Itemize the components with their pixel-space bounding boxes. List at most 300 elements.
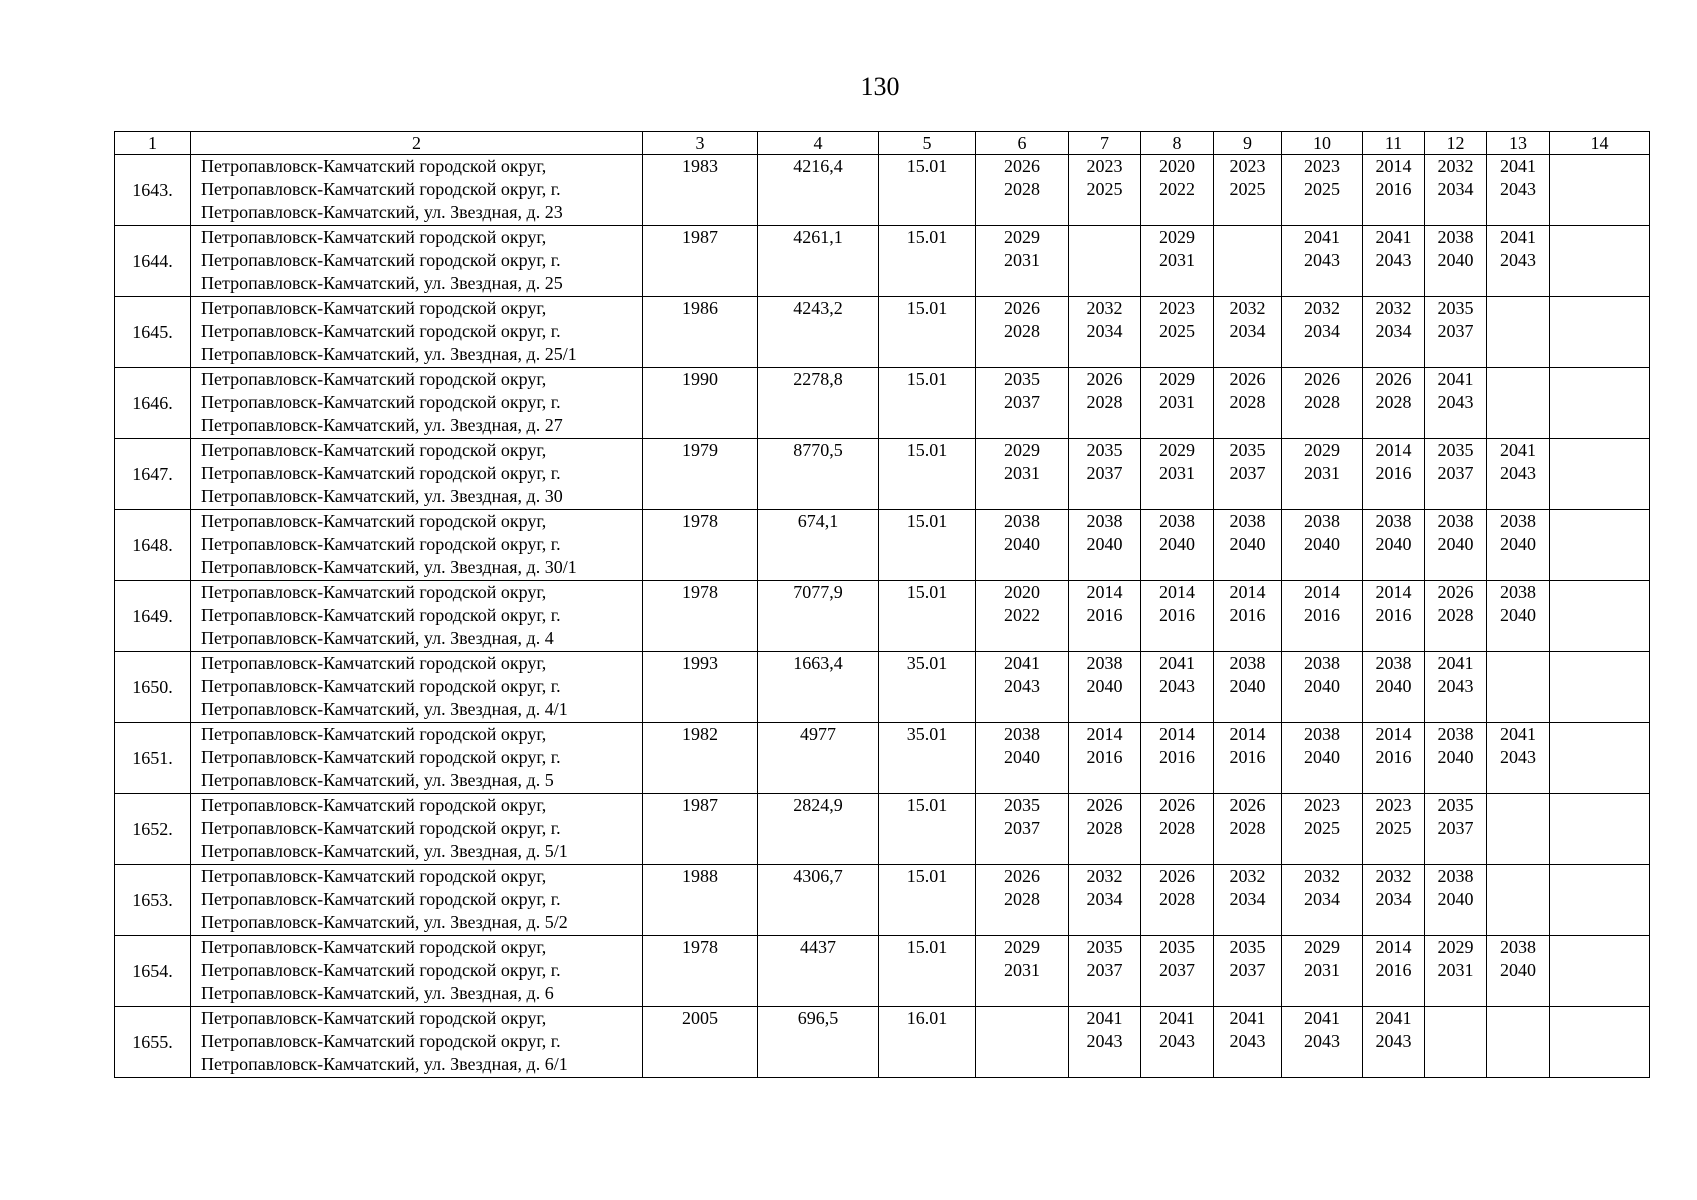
column-header: 4 (758, 132, 879, 155)
period-end: 2016 (1086, 747, 1123, 767)
period-cell-c7 (1069, 652, 1141, 723)
period-start: 2026 (1375, 369, 1412, 389)
area-cell: 2278,8 (758, 368, 879, 439)
period-cell-c7 (1069, 155, 1141, 226)
address-line: Петропавловск-Камчатский, ул. Звездная, д. 5/1 (201, 841, 568, 861)
area-cell: 1663,4 (758, 652, 879, 723)
area-cell: 2824,9 (758, 794, 879, 865)
area-cell: 4437 (758, 936, 879, 1007)
period-cell-c11 (1363, 1007, 1425, 1078)
period-start: 2014 (1375, 582, 1412, 602)
address-line: Петропавловск-Камчатский, ул. Звездная, д. 30 (201, 486, 563, 506)
register-table (114, 131, 1650, 1078)
period-cell-c11 (1363, 581, 1425, 652)
period-cell-c10 (1282, 368, 1363, 439)
period-start: 2038 (1304, 511, 1340, 531)
address-line: Петропавловск-Камчатский, ул. Звездная, д. 25/1 (201, 344, 577, 364)
period-cell-c9 (1214, 297, 1282, 368)
period-end: 2016 (1375, 179, 1412, 199)
period-cell-c12 (1425, 794, 1487, 865)
period-end: 2016 (1086, 605, 1123, 625)
period-start: 2029 (1004, 937, 1040, 957)
period-cell-c7 (1069, 226, 1141, 297)
period-cell-c11 (1363, 368, 1425, 439)
address-cell (191, 155, 643, 226)
code-cell: 15.01 (879, 226, 976, 297)
period-start: 2041 (1159, 653, 1195, 673)
code-cell: 15.01 (879, 368, 976, 439)
period-cell-c7 (1069, 439, 1141, 510)
period-end: 2040 (1304, 534, 1340, 554)
table-row (115, 155, 1650, 226)
address-line: Петропавловск-Камчатский городской округ, г. (201, 747, 561, 767)
period-start: 2014 (1229, 724, 1266, 744)
address-line: Петропавловск-Камчатский, ул. Звездная, д. 5/2 (201, 912, 568, 932)
period-cell-c13 (1487, 723, 1550, 794)
period-start: 2038 (1004, 511, 1040, 531)
period-end: 2043 (1500, 250, 1536, 270)
period-cell-c11 (1363, 936, 1425, 1007)
period-cell-c14 (1550, 368, 1650, 439)
period-cell-c9 (1214, 865, 1282, 936)
area-cell: 4977 (758, 723, 879, 794)
address-line: Петропавловск-Камчатский городской округ, г. (201, 321, 561, 341)
period-end: 2031 (1004, 250, 1040, 270)
period-start: 2026 (1229, 369, 1266, 389)
column-header: 7 (1069, 132, 1141, 155)
period-cell-c8 (1141, 439, 1214, 510)
period-start: 2026 (1159, 866, 1195, 886)
period-cell-c9 (1214, 1007, 1282, 1078)
period-cell-c6 (976, 226, 1069, 297)
address-line: Петропавловск-Камчатский городской округ, (201, 440, 547, 460)
column-header: 3 (643, 132, 758, 155)
period-cell-c13 (1487, 297, 1550, 368)
period-cell-c13 (1487, 1007, 1550, 1078)
address-line: Петропавловск-Камчатский городской округ, (201, 227, 547, 247)
period-start: 2041 (1159, 1008, 1195, 1028)
code-cell: 15.01 (879, 510, 976, 581)
period-end: 2028 (1159, 818, 1195, 838)
year-built-cell: 1988 (643, 865, 758, 936)
period-cell-c7 (1069, 368, 1141, 439)
code-cell: 35.01 (879, 652, 976, 723)
period-cell-c12 (1425, 723, 1487, 794)
period-start: 2023 (1304, 156, 1340, 176)
period-end: 2016 (1375, 463, 1412, 483)
period-start: 2026 (1004, 866, 1040, 886)
row-number-cell: 1647. (115, 439, 191, 510)
period-start: 2014 (1159, 724, 1195, 744)
column-header: 12 (1425, 132, 1487, 155)
period-start: 2023 (1304, 795, 1340, 815)
period-start: 2035 (1229, 937, 1266, 957)
period-end: 2028 (1159, 889, 1195, 909)
address-line: Петропавловск-Камчатский городской округ, (201, 937, 547, 957)
period-end: 2031 (1304, 960, 1340, 980)
area-cell: 4216,4 (758, 155, 879, 226)
period-end: 2037 (1159, 960, 1195, 980)
address-line: Петропавловск-Камчатский, ул. Звездная, д. 5 (201, 770, 554, 790)
period-end: 2028 (1086, 818, 1123, 838)
period-end: 2040 (1229, 534, 1266, 554)
period-cell-c11 (1363, 155, 1425, 226)
period-cell-c13 (1487, 510, 1550, 581)
period-start: 2035 (1437, 795, 1474, 815)
period-end: 2043 (1004, 676, 1040, 696)
period-end: 2034 (1304, 889, 1340, 909)
period-start: 2023 (1086, 156, 1123, 176)
table-row (115, 297, 1650, 368)
period-end: 2016 (1159, 747, 1195, 767)
period-cell-c9 (1214, 155, 1282, 226)
period-start: 2038 (1304, 724, 1340, 744)
period-cell-c6 (976, 510, 1069, 581)
period-end: 2031 (1159, 463, 1195, 483)
column-header: 9 (1214, 132, 1282, 155)
period-cell-c11 (1363, 297, 1425, 368)
period-start: 2038 (1086, 653, 1123, 673)
period-start: 2038 (1229, 511, 1266, 531)
period-end: 2016 (1375, 747, 1412, 767)
period-end: 2043 (1500, 179, 1536, 199)
address-line: Петропавловск-Камчатский городской округ, (201, 156, 547, 176)
code-cell: 15.01 (879, 297, 976, 368)
period-start: 2038 (1437, 511, 1474, 531)
period-end: 2031 (1304, 463, 1340, 483)
address-cell (191, 297, 643, 368)
period-cell-c11 (1363, 865, 1425, 936)
period-start: 2020 (1004, 582, 1040, 602)
address-cell (191, 652, 643, 723)
period-start: 2041 (1229, 1008, 1266, 1028)
period-start: 2026 (1004, 298, 1040, 318)
period-start: 2014 (1086, 724, 1123, 744)
year-built-cell: 1990 (643, 368, 758, 439)
page-number: 130 (860, 72, 900, 101)
period-cell-c13 (1487, 439, 1550, 510)
address-line: Петропавловск-Камчатский, ул. Звездная, д. 25 (201, 273, 563, 293)
period-end: 2040 (1229, 676, 1266, 696)
code-cell: 15.01 (879, 936, 976, 1007)
period-cell-c7 (1069, 297, 1141, 368)
period-cell-c14 (1550, 155, 1650, 226)
period-end: 2037 (1229, 463, 1266, 483)
period-end: 2040 (1086, 676, 1123, 696)
period-cell-c6 (976, 1007, 1069, 1078)
period-cell-c14 (1550, 581, 1650, 652)
period-end: 2034 (1375, 889, 1412, 909)
year-built-cell: 1987 (643, 226, 758, 297)
period-end: 2043 (1437, 392, 1474, 412)
period-end: 2040 (1500, 534, 1536, 554)
address-line: Петропавловск-Камчатский городской округ, г. (201, 605, 561, 625)
period-end: 2031 (1159, 250, 1195, 270)
period-start: 2029 (1304, 440, 1340, 460)
period-start: 2038 (1375, 653, 1412, 673)
column-header: 10 (1282, 132, 1363, 155)
period-end: 2025 (1304, 818, 1340, 838)
period-start: 2038 (1375, 511, 1412, 531)
column-header: 6 (976, 132, 1069, 155)
period-start: 2041 (1304, 227, 1340, 247)
period-start: 2041 (1004, 653, 1040, 673)
period-cell-c6 (976, 865, 1069, 936)
period-cell-c10 (1282, 155, 1363, 226)
period-cell-c7 (1069, 510, 1141, 581)
row-number-cell: 1655. (115, 1007, 191, 1078)
code-cell: 15.01 (879, 155, 976, 226)
period-start: 2041 (1304, 1008, 1340, 1028)
area-cell: 4306,7 (758, 865, 879, 936)
period-cell-c12 (1425, 581, 1487, 652)
period-cell-c11 (1363, 439, 1425, 510)
period-cell-c7 (1069, 794, 1141, 865)
area-cell: 7077,9 (758, 581, 879, 652)
period-cell-c9 (1214, 510, 1282, 581)
period-start: 2014 (1375, 156, 1412, 176)
period-cell-c7 (1069, 581, 1141, 652)
code-cell: 16.01 (879, 1007, 976, 1078)
period-end: 2037 (1437, 818, 1474, 838)
period-start: 2020 (1159, 156, 1195, 176)
period-cell-c9 (1214, 439, 1282, 510)
period-start: 2035 (1437, 298, 1474, 318)
period-cell-c11 (1363, 652, 1425, 723)
period-cell-c6 (976, 581, 1069, 652)
row-number-cell: 1652. (115, 794, 191, 865)
address-line: Петропавловск-Камчатский городской округ, (201, 653, 547, 673)
address-line: Петропавловск-Камчатский городской округ, г. (201, 534, 561, 554)
period-start: 2032 (1086, 298, 1123, 318)
period-cell-c14 (1550, 297, 1650, 368)
period-end: 2034 (1437, 179, 1474, 199)
year-built-cell: 1978 (643, 936, 758, 1007)
row-number-cell: 1646. (115, 368, 191, 439)
period-start: 2014 (1375, 724, 1412, 744)
period-end: 2028 (1304, 392, 1340, 412)
address-cell (191, 226, 643, 297)
period-start: 2041 (1437, 653, 1474, 673)
row-number-cell: 1653. (115, 865, 191, 936)
address-line: Петропавловск-Камчатский городской округ, г. (201, 463, 561, 483)
column-header: 1 (115, 132, 191, 155)
period-start: 2029 (1004, 227, 1040, 247)
period-cell-c11 (1363, 226, 1425, 297)
period-cell-c14 (1550, 510, 1650, 581)
area-cell: 696,5 (758, 1007, 879, 1078)
table-row (115, 865, 1650, 936)
period-start: 2023 (1229, 156, 1266, 176)
period-start: 2026 (1159, 795, 1195, 815)
period-end: 2034 (1086, 889, 1123, 909)
period-cell-c14 (1550, 723, 1650, 794)
period-cell-c14 (1550, 794, 1650, 865)
period-cell-c12 (1425, 368, 1487, 439)
period-cell-c12 (1425, 510, 1487, 581)
period-end: 2040 (1500, 960, 1536, 980)
period-end: 2043 (1159, 1031, 1195, 1051)
table-row (115, 723, 1650, 794)
period-cell-c8 (1141, 723, 1214, 794)
address-line: Петропавловск-Камчатский городской округ, (201, 724, 547, 744)
column-header: 13 (1487, 132, 1550, 155)
period-end: 2043 (1086, 1031, 1123, 1051)
period-cell-c10 (1282, 1007, 1363, 1078)
address-line: Петропавловск-Камчатский городской округ, (201, 866, 547, 886)
row-number-cell: 1645. (115, 297, 191, 368)
address-line: Петропавловск-Камчатский, ул. Звездная, д. 4/1 (201, 699, 568, 719)
period-cell-c12 (1425, 297, 1487, 368)
period-cell-c8 (1141, 297, 1214, 368)
period-cell-c14 (1550, 226, 1650, 297)
period-cell-c8 (1141, 652, 1214, 723)
period-cell-c6 (976, 297, 1069, 368)
period-end: 2016 (1229, 747, 1266, 767)
period-start: 2035 (1229, 440, 1266, 460)
period-start: 2038 (1229, 653, 1266, 673)
period-end: 2043 (1500, 463, 1536, 483)
period-start: 2035 (1086, 937, 1123, 957)
period-start: 2032 (1304, 866, 1340, 886)
period-start: 2029 (1437, 937, 1474, 957)
address-line: Петропавловск-Камчатский городской округ, г. (201, 818, 561, 838)
period-end: 2037 (1437, 463, 1474, 483)
table-row (115, 1007, 1650, 1078)
period-end: 2016 (1304, 605, 1340, 625)
period-cell-c12 (1425, 1007, 1487, 1078)
period-start: 2038 (1437, 866, 1474, 886)
period-cell-c8 (1141, 581, 1214, 652)
period-cell-c10 (1282, 297, 1363, 368)
period-end: 2016 (1229, 605, 1266, 625)
row-number-cell: 1650. (115, 652, 191, 723)
year-built-cell: 1987 (643, 794, 758, 865)
period-cell-c10 (1282, 794, 1363, 865)
period-cell-c6 (976, 439, 1069, 510)
code-cell: 35.01 (879, 723, 976, 794)
address-cell (191, 936, 643, 1007)
code-cell: 15.01 (879, 581, 976, 652)
period-start: 2026 (1304, 369, 1340, 389)
period-cell-c9 (1214, 581, 1282, 652)
period-cell-c6 (976, 794, 1069, 865)
row-number-cell: 1654. (115, 936, 191, 1007)
period-start: 2032 (1375, 298, 1412, 318)
period-start: 2035 (1159, 937, 1195, 957)
table-row (115, 652, 1650, 723)
table-row (115, 368, 1650, 439)
period-end: 2037 (1086, 960, 1123, 980)
period-start: 2029 (1159, 369, 1195, 389)
address-line: Петропавловск-Камчатский городской округ, (201, 298, 547, 318)
period-end: 2040 (1437, 534, 1474, 554)
period-cell-c9 (1214, 723, 1282, 794)
period-start: 2014 (1086, 582, 1123, 602)
column-header: 11 (1363, 132, 1425, 155)
table-row (115, 581, 1650, 652)
period-end: 2016 (1375, 605, 1412, 625)
period-start: 2038 (1159, 511, 1195, 531)
period-cell-c6 (976, 652, 1069, 723)
period-cell-c7 (1069, 865, 1141, 936)
period-start: 2041 (1500, 724, 1536, 744)
period-end: 2037 (1086, 463, 1123, 483)
period-cell-c12 (1425, 865, 1487, 936)
period-end: 2037 (1437, 321, 1474, 341)
period-end: 2040 (1004, 747, 1040, 767)
period-cell-c12 (1425, 155, 1487, 226)
address-line: Петропавловск-Камчатский, ул. Звездная, д. 23 (201, 202, 563, 222)
period-cell-c7 (1069, 723, 1141, 794)
address-line: Петропавловск-Камчатский, ул. Звездная, д. 6 (201, 983, 554, 1003)
period-start: 2014 (1229, 582, 1266, 602)
table-row (115, 439, 1650, 510)
table-row (115, 226, 1650, 297)
address-line: Петропавловск-Камчатский, ул. Звездная, д. 6/1 (201, 1054, 568, 1074)
period-cell-c6 (976, 368, 1069, 439)
address-cell (191, 1007, 643, 1078)
period-end: 2040 (1375, 534, 1412, 554)
table-body (115, 132, 1650, 1078)
period-end: 2031 (1004, 960, 1040, 980)
period-cell-c13 (1487, 226, 1550, 297)
column-header: 8 (1141, 132, 1214, 155)
period-start: 2014 (1304, 582, 1340, 602)
period-end: 2043 (1304, 250, 1340, 270)
period-end: 2028 (1004, 321, 1040, 341)
period-cell-c9 (1214, 368, 1282, 439)
period-start: 2041 (1500, 227, 1536, 247)
period-start: 2038 (1304, 653, 1340, 673)
period-start: 2035 (1004, 795, 1040, 815)
period-end: 2031 (1437, 960, 1474, 980)
address-line: Петропавловск-Камчатский городской округ, г. (201, 250, 561, 270)
table-row (115, 510, 1650, 581)
period-cell-c10 (1282, 226, 1363, 297)
period-cell-c8 (1141, 794, 1214, 865)
period-end: 2040 (1437, 889, 1474, 909)
address-line: Петропавловск-Камчатский городской округ, г. (201, 889, 561, 909)
period-end: 2022 (1004, 605, 1040, 625)
code-cell: 15.01 (879, 794, 976, 865)
period-end: 2028 (1229, 392, 1266, 412)
period-end: 2025 (1304, 179, 1340, 199)
period-cell-c11 (1363, 723, 1425, 794)
period-end: 2040 (1004, 534, 1040, 554)
period-end: 2043 (1229, 1031, 1266, 1051)
period-end: 2016 (1375, 960, 1412, 980)
year-built-cell: 1978 (643, 581, 758, 652)
column-header-row (115, 132, 1650, 155)
address-line: Петропавловск-Камчатский городской округ, г. (201, 676, 561, 696)
period-start: 2026 (1437, 582, 1474, 602)
period-cell-c13 (1487, 368, 1550, 439)
address-line: Петропавловск-Камчатский городской округ, (201, 369, 547, 389)
period-cell-c14 (1550, 936, 1650, 1007)
period-start: 2038 (1437, 724, 1474, 744)
address-line: Петропавловск-Камчатский городской округ, (201, 1008, 547, 1028)
period-cell-c11 (1363, 510, 1425, 581)
address-cell (191, 581, 643, 652)
address-line: Петропавловск-Камчатский городской округ, г. (201, 179, 561, 199)
period-end: 2034 (1229, 321, 1266, 341)
year-built-cell: 1978 (643, 510, 758, 581)
period-start: 2026 (1229, 795, 1266, 815)
period-cell-c12 (1425, 226, 1487, 297)
period-cell-c13 (1487, 155, 1550, 226)
period-cell-c10 (1282, 581, 1363, 652)
